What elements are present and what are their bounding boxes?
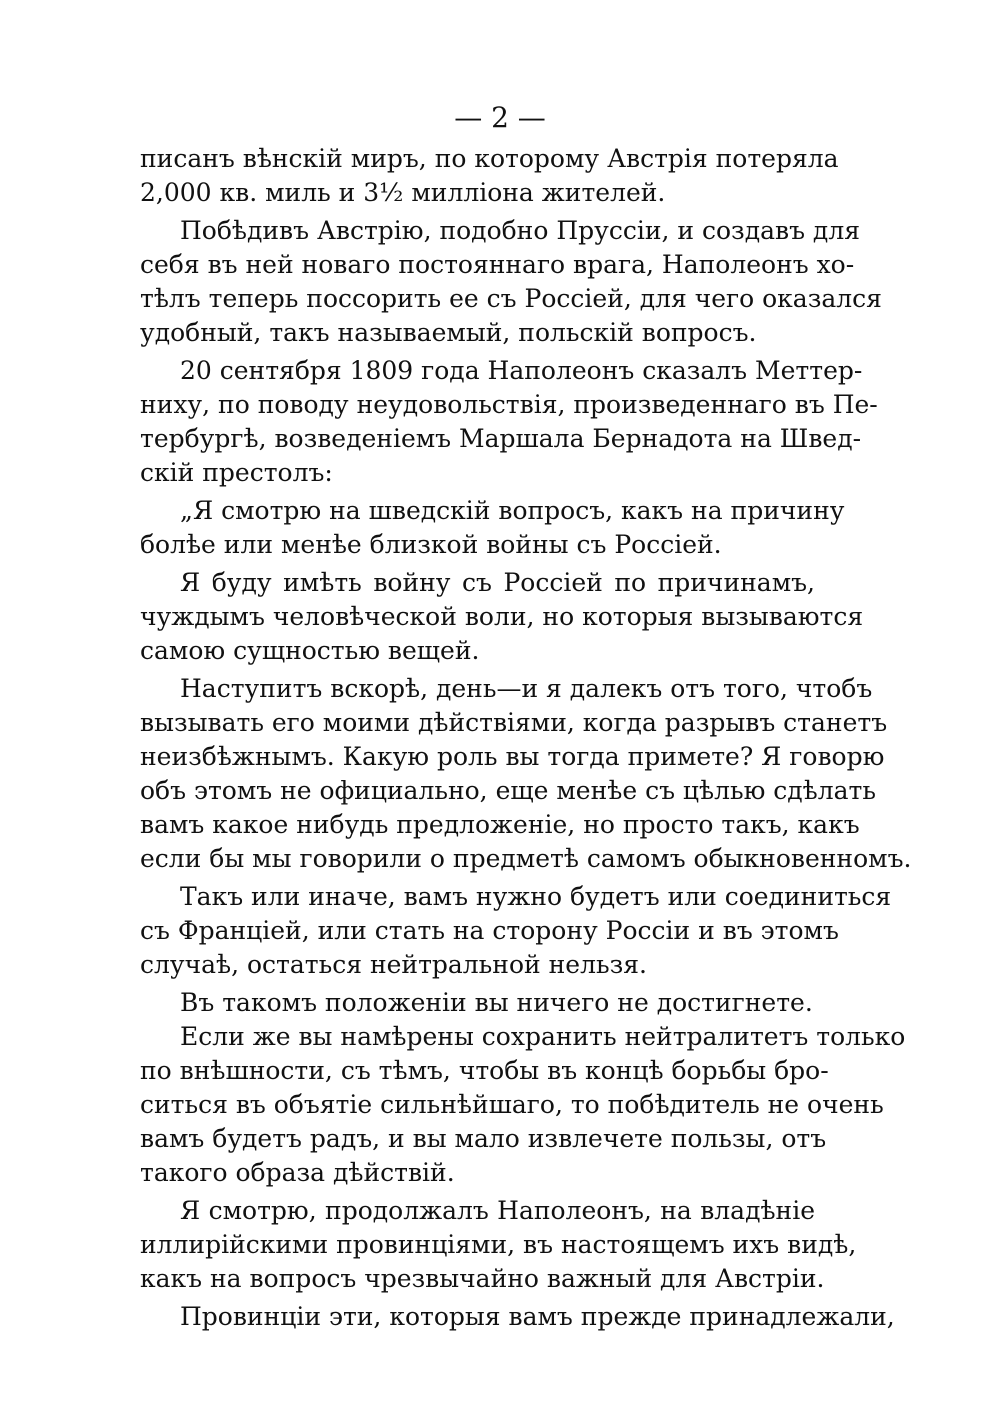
text-line: съ Франціей, или стать на сторону Россіи и въ этомъ xyxy=(140,916,839,945)
text-line: если бы мы говорили о предметѣ самомъ обыкновенномъ. xyxy=(140,844,912,873)
text-line: болѣе или менѣе близкой войны съ Россіей. xyxy=(140,530,722,559)
text-line: 20 сентября 1809 года Наполеонъ сказалъ Меттер- xyxy=(180,356,863,385)
text-line: самою сущностью вещей. xyxy=(140,636,480,665)
text-line: писанъ вѣнскій миръ, по которому Австрія потеряла xyxy=(140,144,839,173)
text-line: „Я смотрю на шведскій вопросъ, какъ на причину xyxy=(180,496,845,525)
text-line: по внѣшности, съ тѣмъ, чтобы въ концѣ борьбы бро- xyxy=(140,1056,829,1085)
page-number: — 2 — xyxy=(454,101,546,134)
text-line: вамъ какое нибудь предложеніе, но просто такъ, какъ xyxy=(140,810,860,839)
text-line: тербургѣ, возведеніемъ Маршала Бернадота на Швед- xyxy=(140,424,862,453)
text-line: Я буду имѣть войну съ Россіей по причинамъ, xyxy=(180,568,815,597)
text-line: какъ на вопросъ чрезвычайно важный для Австріи. xyxy=(140,1264,825,1293)
text-line: тѣлъ теперь поссорить ее съ Россіей, для чего оказался xyxy=(140,284,882,313)
text-line: случаѣ, остаться нейтральной нельзя. xyxy=(140,950,647,979)
text-line: Провинціи эти, которыя вамъ прежде принадлежали, xyxy=(180,1302,895,1331)
text-line: Наступитъ вскорѣ, день—и я далекъ отъ того, чтобъ xyxy=(180,674,873,703)
text-line: 2,000 кв. миль и 3½ милліона жителей. xyxy=(140,178,666,207)
text-line: Въ такомъ положеніи вы ничего не достигнете. xyxy=(180,988,813,1017)
text-line: скій престолъ: xyxy=(140,458,333,487)
text-line: Такъ или иначе, вамъ нужно будетъ или соединиться xyxy=(180,882,892,911)
text-line: неизбѣжнымъ. Какую роль вы тогда примете? Я говорю xyxy=(140,742,885,771)
text-line: удобный, такъ называемый, польскій вопросъ. xyxy=(140,318,757,347)
text-line: Я смотрю, продолжалъ Наполеонъ, на владѣніе xyxy=(180,1196,815,1225)
text-line: Побѣдивъ Австрію, подобно Пруссіи, и создавъ для xyxy=(180,216,860,245)
text-line: такого образа дѣйствій. xyxy=(140,1158,455,1187)
text-line: ситься въ объятіе сильнѣйшаго, то побѣдитель не очень xyxy=(140,1090,884,1119)
text-line: себя въ ней новаго постояннаго врага, Наполеонъ хо- xyxy=(140,250,855,279)
text-line: ниху, по поводу неудовольствія, произведеннаго въ Пе- xyxy=(140,390,878,419)
text-line: иллирійскими провинціями, въ настоящемъ ихъ видѣ, xyxy=(140,1230,857,1259)
text-line: вамъ будетъ радъ, и вы мало извлечете пользы, отъ xyxy=(140,1124,827,1153)
text-line: Если же вы намѣрены сохранить нейтралитетъ только xyxy=(180,1022,906,1051)
text-line: объ этомъ не официально, еще менѣе съ цѣлью сдѣлать xyxy=(140,776,876,805)
text-line: вызывать его моими дѣйствіями, когда разрывъ станетъ xyxy=(140,708,888,737)
text-line: чуждымъ человѣческой воли, но которыя вызываются xyxy=(140,602,864,631)
